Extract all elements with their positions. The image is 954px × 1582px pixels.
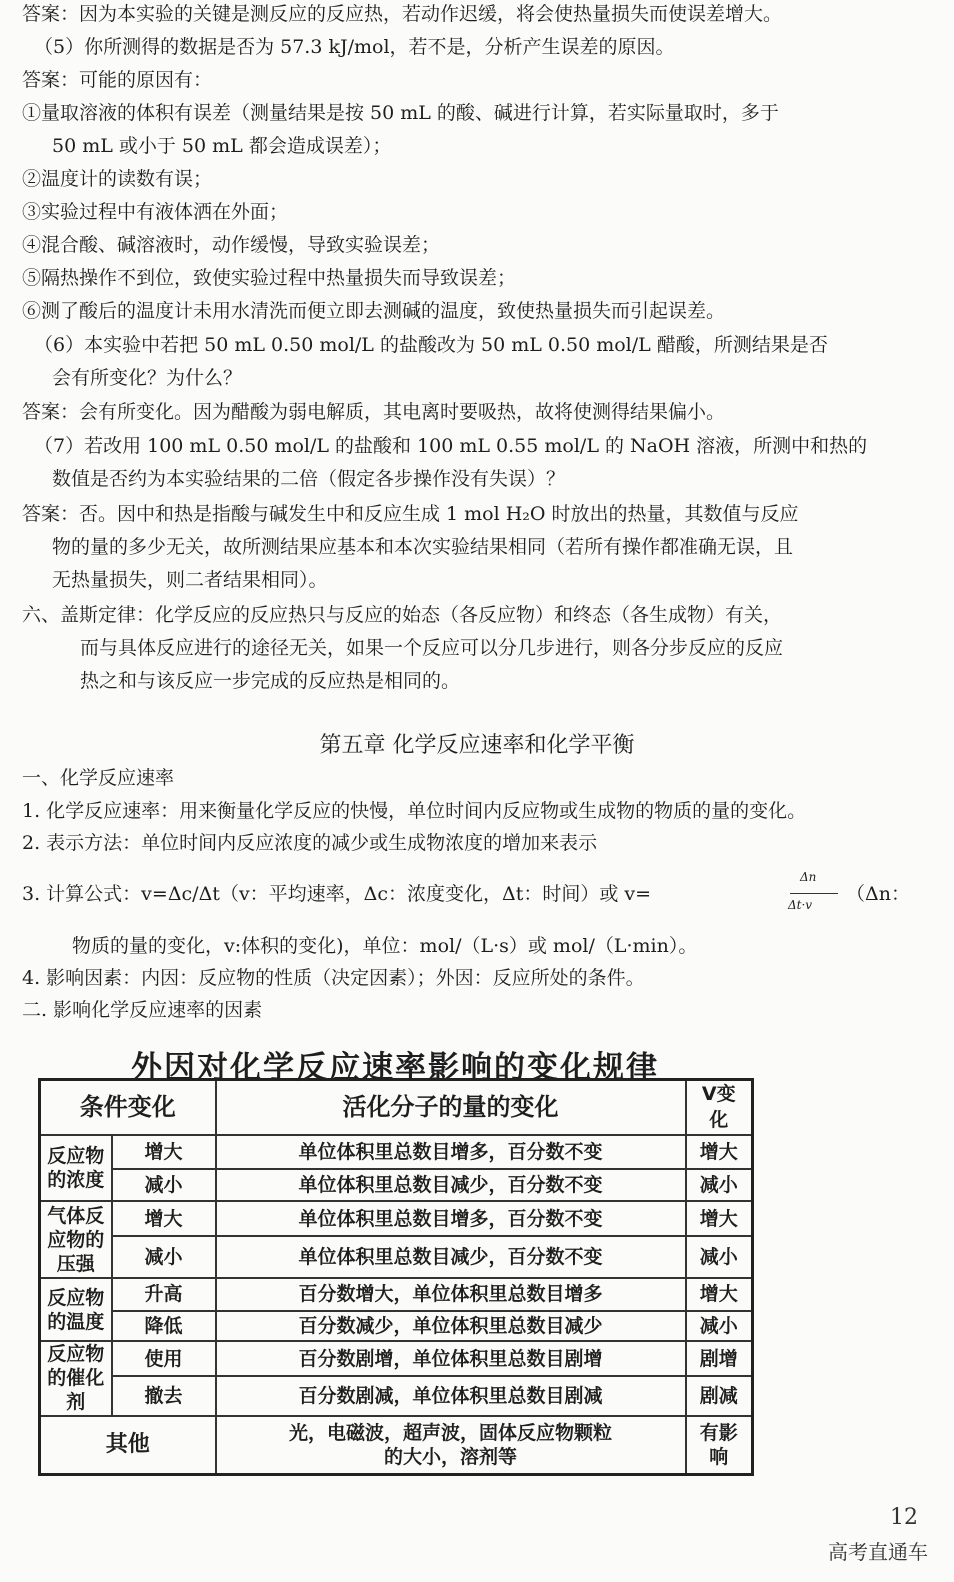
reason-item: ⑥测了酸后的温度计未用水清洗而便立即去测碱的温度，致使热量损失而引起误差。 — [22, 300, 726, 322]
definition-item: 2. 表示方法：单位时间内反应浓度的减少或生成物浓度的增加来表示 — [22, 832, 598, 854]
reason-item: ①量取溶液的体积有误差（测量结果是按 50 mL 的酸、碱进行计算，若实际量取时，多于 — [22, 102, 779, 124]
condition-other: 其他 — [40, 1416, 216, 1475]
hess-law-text: 热之和与该反应一步完成的反应热是相同的。 — [80, 670, 461, 692]
question-6-cont: 会有所变化？为什么？ — [52, 367, 243, 389]
table-row — [40, 1135, 753, 1169]
answer-text-cont: 物的量的多少无关，故所测结果应基本和本次实验结果相同（若所有操作都准确无误，且 — [52, 536, 794, 558]
table-row — [40, 1376, 753, 1416]
change-cell: 升高 — [112, 1278, 216, 1310]
rate-factors-table — [38, 1078, 754, 1476]
table-row — [40, 1169, 753, 1201]
reason-item: ⑤隔热操作不到位，致使实验过程中热量损失而导致误差； — [22, 267, 517, 289]
table-row — [40, 1311, 753, 1341]
hess-law-heading: 六、盖斯定律：化学反应的反应热只与反应的始态（各反应物）和终态（各生成物）有关， — [22, 604, 783, 626]
change-cell: 撤去 — [112, 1376, 216, 1416]
header-condition: 条件变化 — [40, 1080, 216, 1135]
formula-item-cont: 物质的量的变化，v:体积的变化)，单位：mol/（L·s）或 mol/（L·min）。 — [72, 935, 698, 957]
v-cell: 剧减 — [686, 1376, 753, 1416]
formula-numerator: Δn — [800, 870, 817, 884]
change-cell: 降低 — [112, 1311, 216, 1341]
activated-cell: 百分数剧增，单位体积里总数目剧增 — [216, 1341, 686, 1376]
v-cell: 剧增 — [686, 1341, 753, 1376]
table-row — [40, 1416, 753, 1475]
activated-cell: 百分数增大，单位体积里总数目增多 — [216, 1278, 686, 1310]
activated-cell: 单位体积里总数目减少，百分数不变 — [216, 1236, 686, 1278]
reason-item: ②温度计的读数有误； — [22, 168, 213, 190]
reason-item-cont: 50 mL 或小于 50 mL 都会造成误差）； — [52, 135, 392, 157]
condition-concentration: 反应物 的浓度 — [40, 1135, 112, 1202]
v-cell: 有影 响 — [686, 1416, 753, 1475]
v-cell: 增大 — [686, 1278, 753, 1310]
condition-pressure: 气体反 应物的 压强 — [40, 1201, 112, 1278]
section-heading: 二. 影响化学反应速率的因素 — [22, 999, 263, 1021]
v-cell: 减小 — [686, 1169, 753, 1201]
section-heading: 一、化学反应速率 — [22, 767, 175, 789]
reason-item: ④混合酸、碱溶液时，动作缓慢，导致实验误差； — [22, 234, 441, 256]
header-v-change: V变 化 — [686, 1080, 753, 1135]
activated-cell: 单位体积里总数目减少，百分数不变 — [216, 1169, 686, 1201]
activated-cell: 光，电磁波，超声波，固体反应物颗粒 的大小，溶剂等 — [216, 1416, 686, 1475]
chapter-title: 第五章 化学反应速率和化学平衡 — [319, 733, 635, 758]
fraction-bar — [790, 893, 838, 894]
header-activated: 活化分子的量的变化 — [216, 1080, 686, 1135]
question-6: （6）本实验中若把 50 mL 0.50 mol/L 的盐酸改为 50 mL 0.50 mol/L 醋酸，所测结果是否 — [34, 334, 828, 356]
table-row — [40, 1201, 753, 1235]
table-row — [40, 1236, 753, 1278]
v-cell: 减小 — [686, 1311, 753, 1341]
definition-item: 1. 化学反应速率：用来衡量化学反应的快慢，单位时间内反应物或生成物的物质的量的变化。 — [22, 800, 807, 822]
activated-cell: 单位体积里总数目增多，百分数不变 — [216, 1135, 686, 1169]
answer-text: 答案：因为本实验的关键是测反应的反应热，若动作迟缓，将会使热量损失而使误差增大。 — [22, 3, 783, 25]
table-header-row — [40, 1080, 753, 1135]
definition-item: 4. 影响因素：内因：反应物的性质（决定因素）；外因：反应所处的条件。 — [22, 967, 645, 989]
answer-text: 答案：会有所变化。因为醋酸为弱电解质，其电离时要吸热，故将使测得结果偏小。 — [22, 401, 726, 423]
table-row — [40, 1278, 753, 1310]
question-7: （7）若改用 100 mL 0.50 mol/L 的盐酸和 100 mL 0.55 mol/L 的 NaOH 溶液，所测中和热的 — [34, 435, 868, 457]
question-5: （5）你所测得的数据是否为 57.3 kJ/mol，若不是，分析产生误差的原因。 — [34, 36, 675, 58]
answer-text-cont: 无热量损失，则二者结果相同）。 — [52, 569, 328, 591]
question-7-cont: 数值是否约为本实验结果的二倍（假定各步操作没有失误）？ — [52, 468, 566, 490]
formula-item: 3. 计算公式：v=Δc/Δt（v：平均速率，Δc：浓度变化，Δt：时间）或 v= — [22, 883, 652, 905]
change-cell: 增大 — [112, 1201, 216, 1235]
v-cell: 增大 — [686, 1135, 753, 1169]
formula-denominator: Δt·v — [788, 898, 813, 912]
change-cell: 减小 — [112, 1236, 216, 1278]
formula-note: （Δn： — [846, 883, 910, 905]
activated-cell: 单位体积里总数目增多，百分数不变 — [216, 1201, 686, 1235]
condition-temperature: 反应物 的温度 — [40, 1278, 112, 1341]
activated-cell: 百分数减少，单位体积里总数目减少 — [216, 1311, 686, 1341]
change-cell: 使用 — [112, 1341, 216, 1376]
change-cell: 减小 — [112, 1169, 216, 1201]
activated-cell: 百分数剧减，单位体积里总数目剧减 — [216, 1376, 686, 1416]
answer-text: 答案：可能的原因有： — [22, 69, 213, 91]
hess-law-text: 而与具体反应进行的途径无关，如果一个反应可以分几步进行，则各分步反应的反应 — [80, 637, 784, 659]
watermark: 高考直通车 — [828, 1540, 928, 1564]
page-number: 12 — [890, 1505, 918, 1530]
table-title: 外因对化学反应速率影响的变化规律 — [131, 1050, 659, 1086]
table-row — [40, 1341, 753, 1376]
v-cell: 减小 — [686, 1236, 753, 1278]
reason-item: ③实验过程中有液体洒在外面； — [22, 201, 289, 223]
v-cell: 增大 — [686, 1201, 753, 1235]
condition-catalyst: 反应物 的催化 剂 — [40, 1341, 112, 1416]
change-cell: 增大 — [112, 1135, 216, 1169]
answer-text: 答案：否。因中和热是指酸与碱发生中和反应生成 1 mol H₂O 时放出的热量，其数值与反应 — [22, 503, 799, 525]
